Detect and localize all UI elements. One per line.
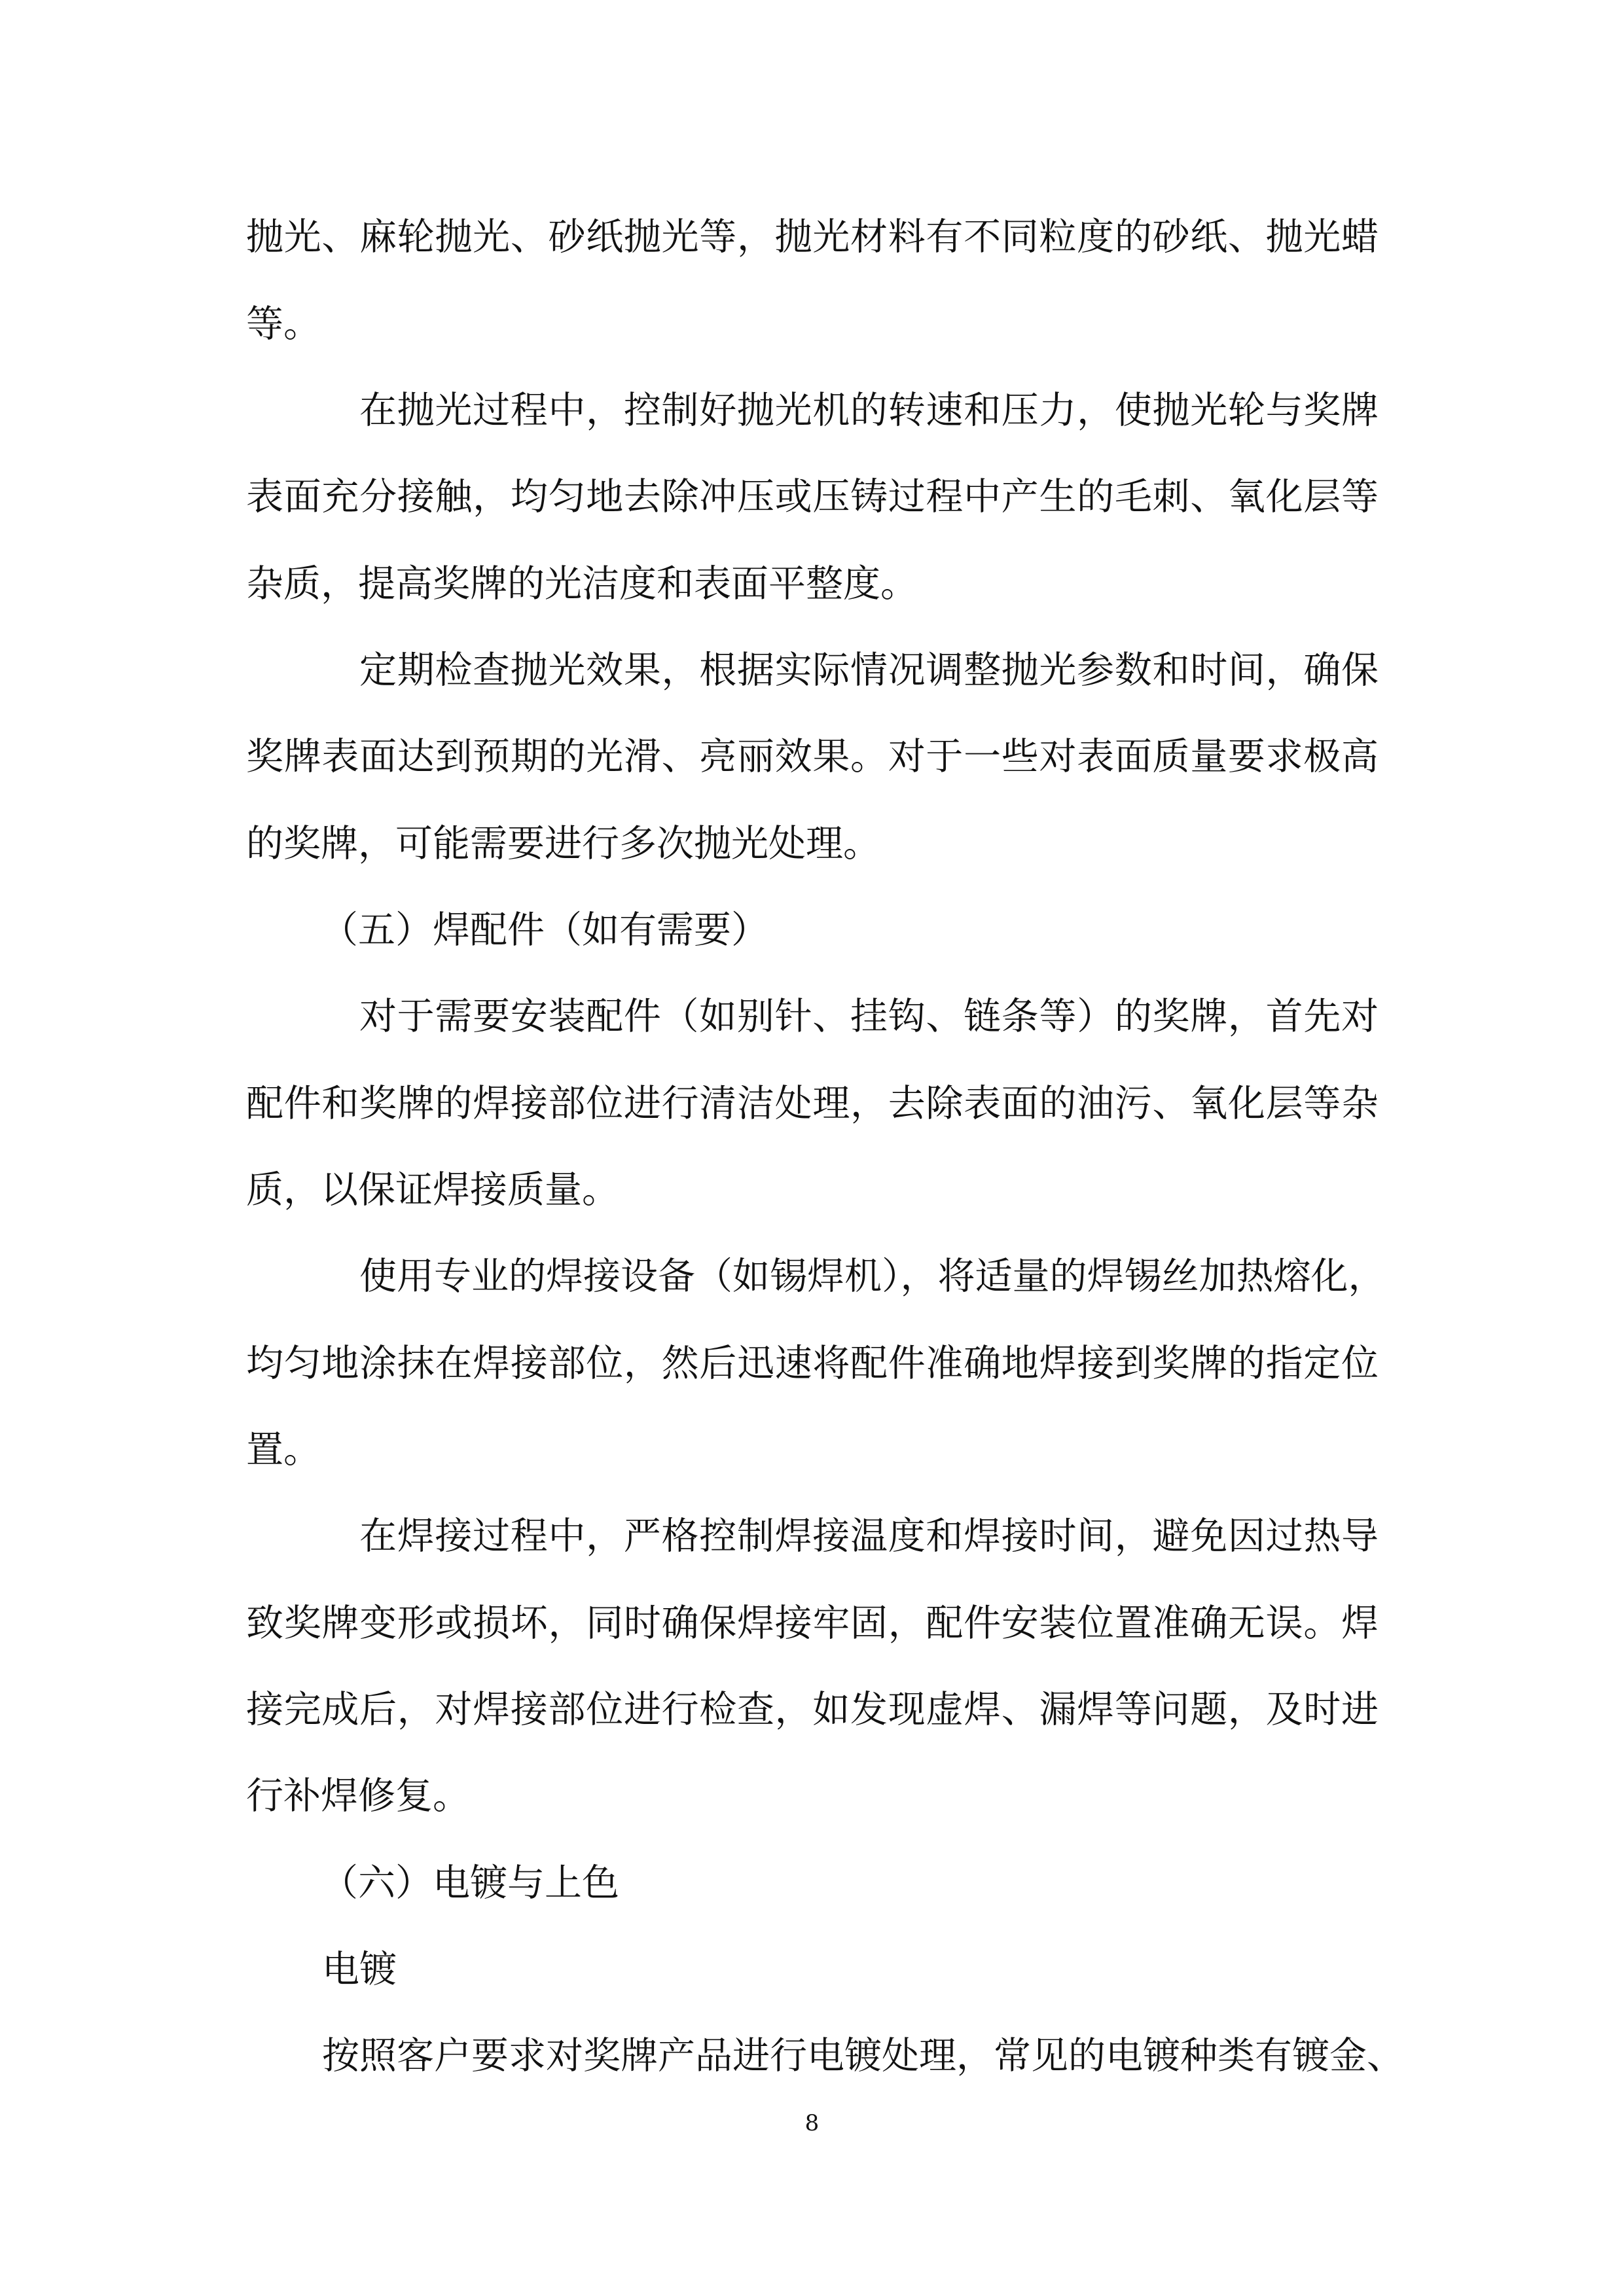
text-line: 质，以保证焊接质量。	[246, 1168, 619, 1211]
text-line: 行补焊修复。	[246, 1774, 470, 1818]
text-line: 接完成后，对焊接部位进行检查，如发现虚焊、漏焊等问题，及时进	[246, 1688, 1379, 1731]
subheading: 电镀	[322, 1948, 397, 1991]
text-line: 等。	[246, 302, 321, 346]
text-line: 致奖牌变形或损坏，同时确保焊接牢固，配件安装位置准确无误。焊	[246, 1602, 1379, 1645]
text-line: 均匀地涂抹在焊接部位，然后迅速将配件准确地焊接到奖牌的指定位	[246, 1342, 1379, 1385]
text-line: 抛光、麻轮抛光、砂纸抛光等，抛光材料有不同粒度的砂纸、抛光蜡	[246, 215, 1379, 259]
text-line: 按照客户要求对奖牌产品进行电镀处理，常见的电镀种类有镀金、	[322, 2034, 1404, 2077]
text-line: 杂质，提高奖牌的光洁度和表面平整度。	[246, 562, 918, 605]
text-line: 对于需要安装配件（如别针、挂钩、链条等）的奖牌，首先对	[359, 995, 1379, 1038]
text-line: 在抛光过程中，控制好抛光机的转速和压力，使抛光轮与奖牌	[359, 389, 1379, 432]
text-line: 使用专业的焊接设备（如锡焊机），将适量的焊锡丝加热熔化，	[359, 1255, 1386, 1298]
page-number: 8	[804, 2110, 820, 2136]
section-heading: （六）电镀与上色	[321, 1861, 619, 1905]
section-heading: （五）焊配件（如有需要）	[321, 908, 768, 952]
text-line: 定期检查抛光效果，根据实际情况调整抛光参数和时间，确保	[359, 649, 1379, 692]
text-line: 在焊接过程中，严格控制焊接温度和焊接时间，避免因过热导	[359, 1515, 1379, 1558]
text-line: 置。	[246, 1428, 321, 1471]
text-line: 表面充分接触，均匀地去除冲压或压铸过程中产生的毛刺、氧化层等	[246, 475, 1379, 518]
text-line: 的奖牌，可能需要进行多次抛光处理。	[246, 822, 880, 865]
text-line: 配件和奖牌的焊接部位进行清洁处理，去除表面的油污、氧化层等杂	[246, 1082, 1379, 1125]
text-line: 奖牌表面达到预期的光滑、亮丽效果。对于一些对表面质量要求极高	[246, 735, 1379, 778]
